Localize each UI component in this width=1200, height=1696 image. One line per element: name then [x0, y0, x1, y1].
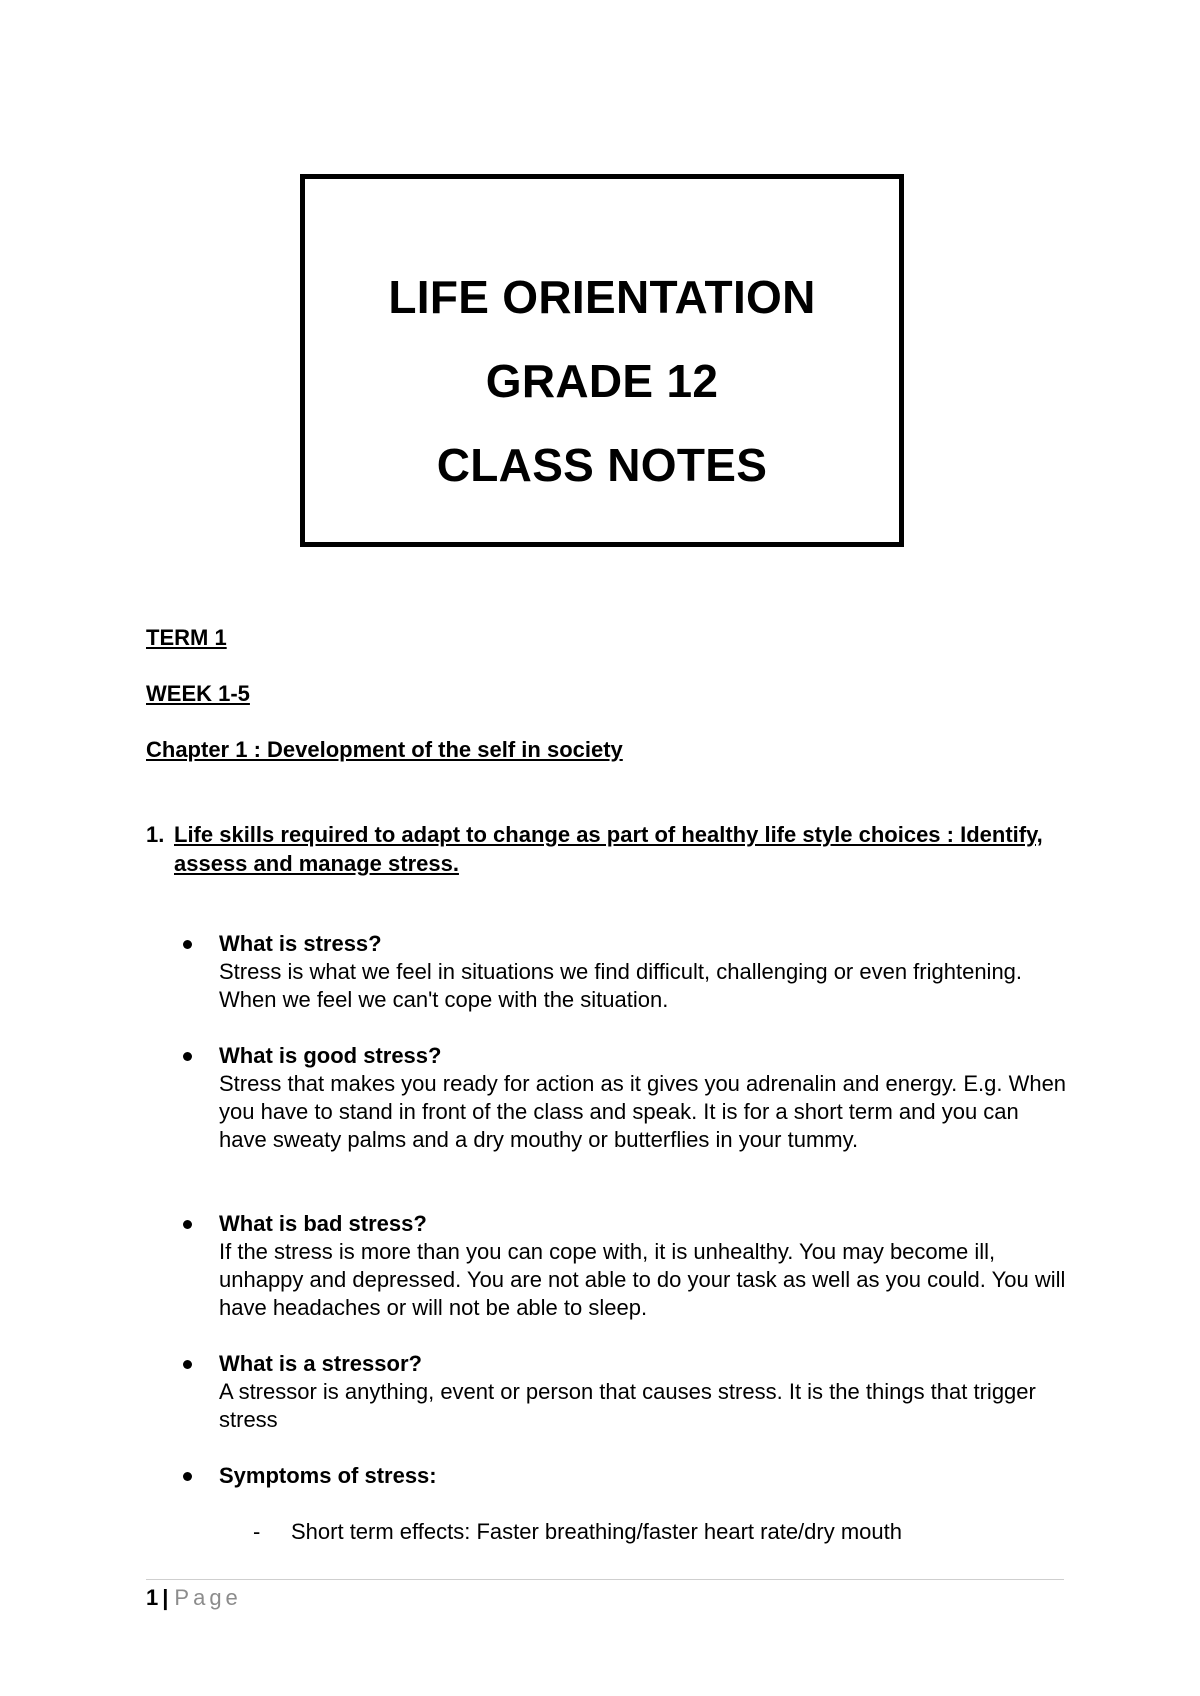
bullet-body: A stressor is anything, event or person that causes stress. It is the things that trigger stress — [219, 1379, 1036, 1432]
sub-list-text: Short term effects: Faster breathing/faster heart rate/dry mouth — [291, 1519, 902, 1544]
bullet-dot-icon — [183, 1360, 192, 1369]
footer-divider — [146, 1579, 1064, 1580]
title-box — [300, 174, 904, 547]
footer-separator: | — [162, 1585, 169, 1610]
bullet-title: What is stress? — [219, 931, 382, 956]
page-number: 1 — [146, 1585, 159, 1610]
bullet-title: What is bad stress? — [219, 1211, 427, 1236]
page-footer — [146, 1584, 242, 1612]
section-number: 1. — [146, 822, 165, 847]
bullet-title: Symptoms of stress: — [219, 1463, 437, 1488]
title-line-subject: LIFE ORIENTATION — [388, 271, 816, 323]
dash-marker: - — [253, 1519, 261, 1544]
term-heading: TERM 1 — [146, 625, 227, 650]
bullet-body: If the stress is more than you can cope with, it is unhealthy. You may become ill, unhappy and depressed. You are not able to do your task as well as you could. You will have headaches or will not be able to sleep. — [219, 1239, 1066, 1320]
page-label: Page — [174, 1585, 242, 1610]
bullet-body: Stress is what we feel in situations we find difficult, challenging or even frightening. When we feel we can't cope with the situation. — [219, 959, 1023, 1012]
sub-list-item — [253, 1518, 902, 1546]
chapter-heading: Chapter 1 : Development of the self in society — [146, 737, 623, 762]
bullet-body: Stress that makes you ready for action as it gives you adrenalin and energy. E.g. When you have to stand in front of the class and speak. It is for a short term and you can have sweaty palms and a dry mouthy or butterflies in your tummy. — [219, 1071, 1067, 1152]
bullet-dot-icon — [183, 1052, 192, 1061]
title-line-grade: GRADE 12 — [485, 355, 719, 407]
bullet-dot-icon — [183, 1220, 192, 1229]
section-title: Life skills required to adapt to change as part of healthy life style choices : Identify, assess and manage stress. — [174, 822, 1043, 876]
bullet-dot-icon — [183, 940, 192, 949]
bullet-dot-icon — [183, 1472, 192, 1481]
week-heading: WEEK 1-5 — [146, 681, 250, 706]
title-line-notes: CLASS NOTES — [436, 439, 768, 491]
bullet-title: What is a stressor? — [219, 1351, 422, 1376]
bullet-title: What is good stress? — [219, 1043, 442, 1068]
